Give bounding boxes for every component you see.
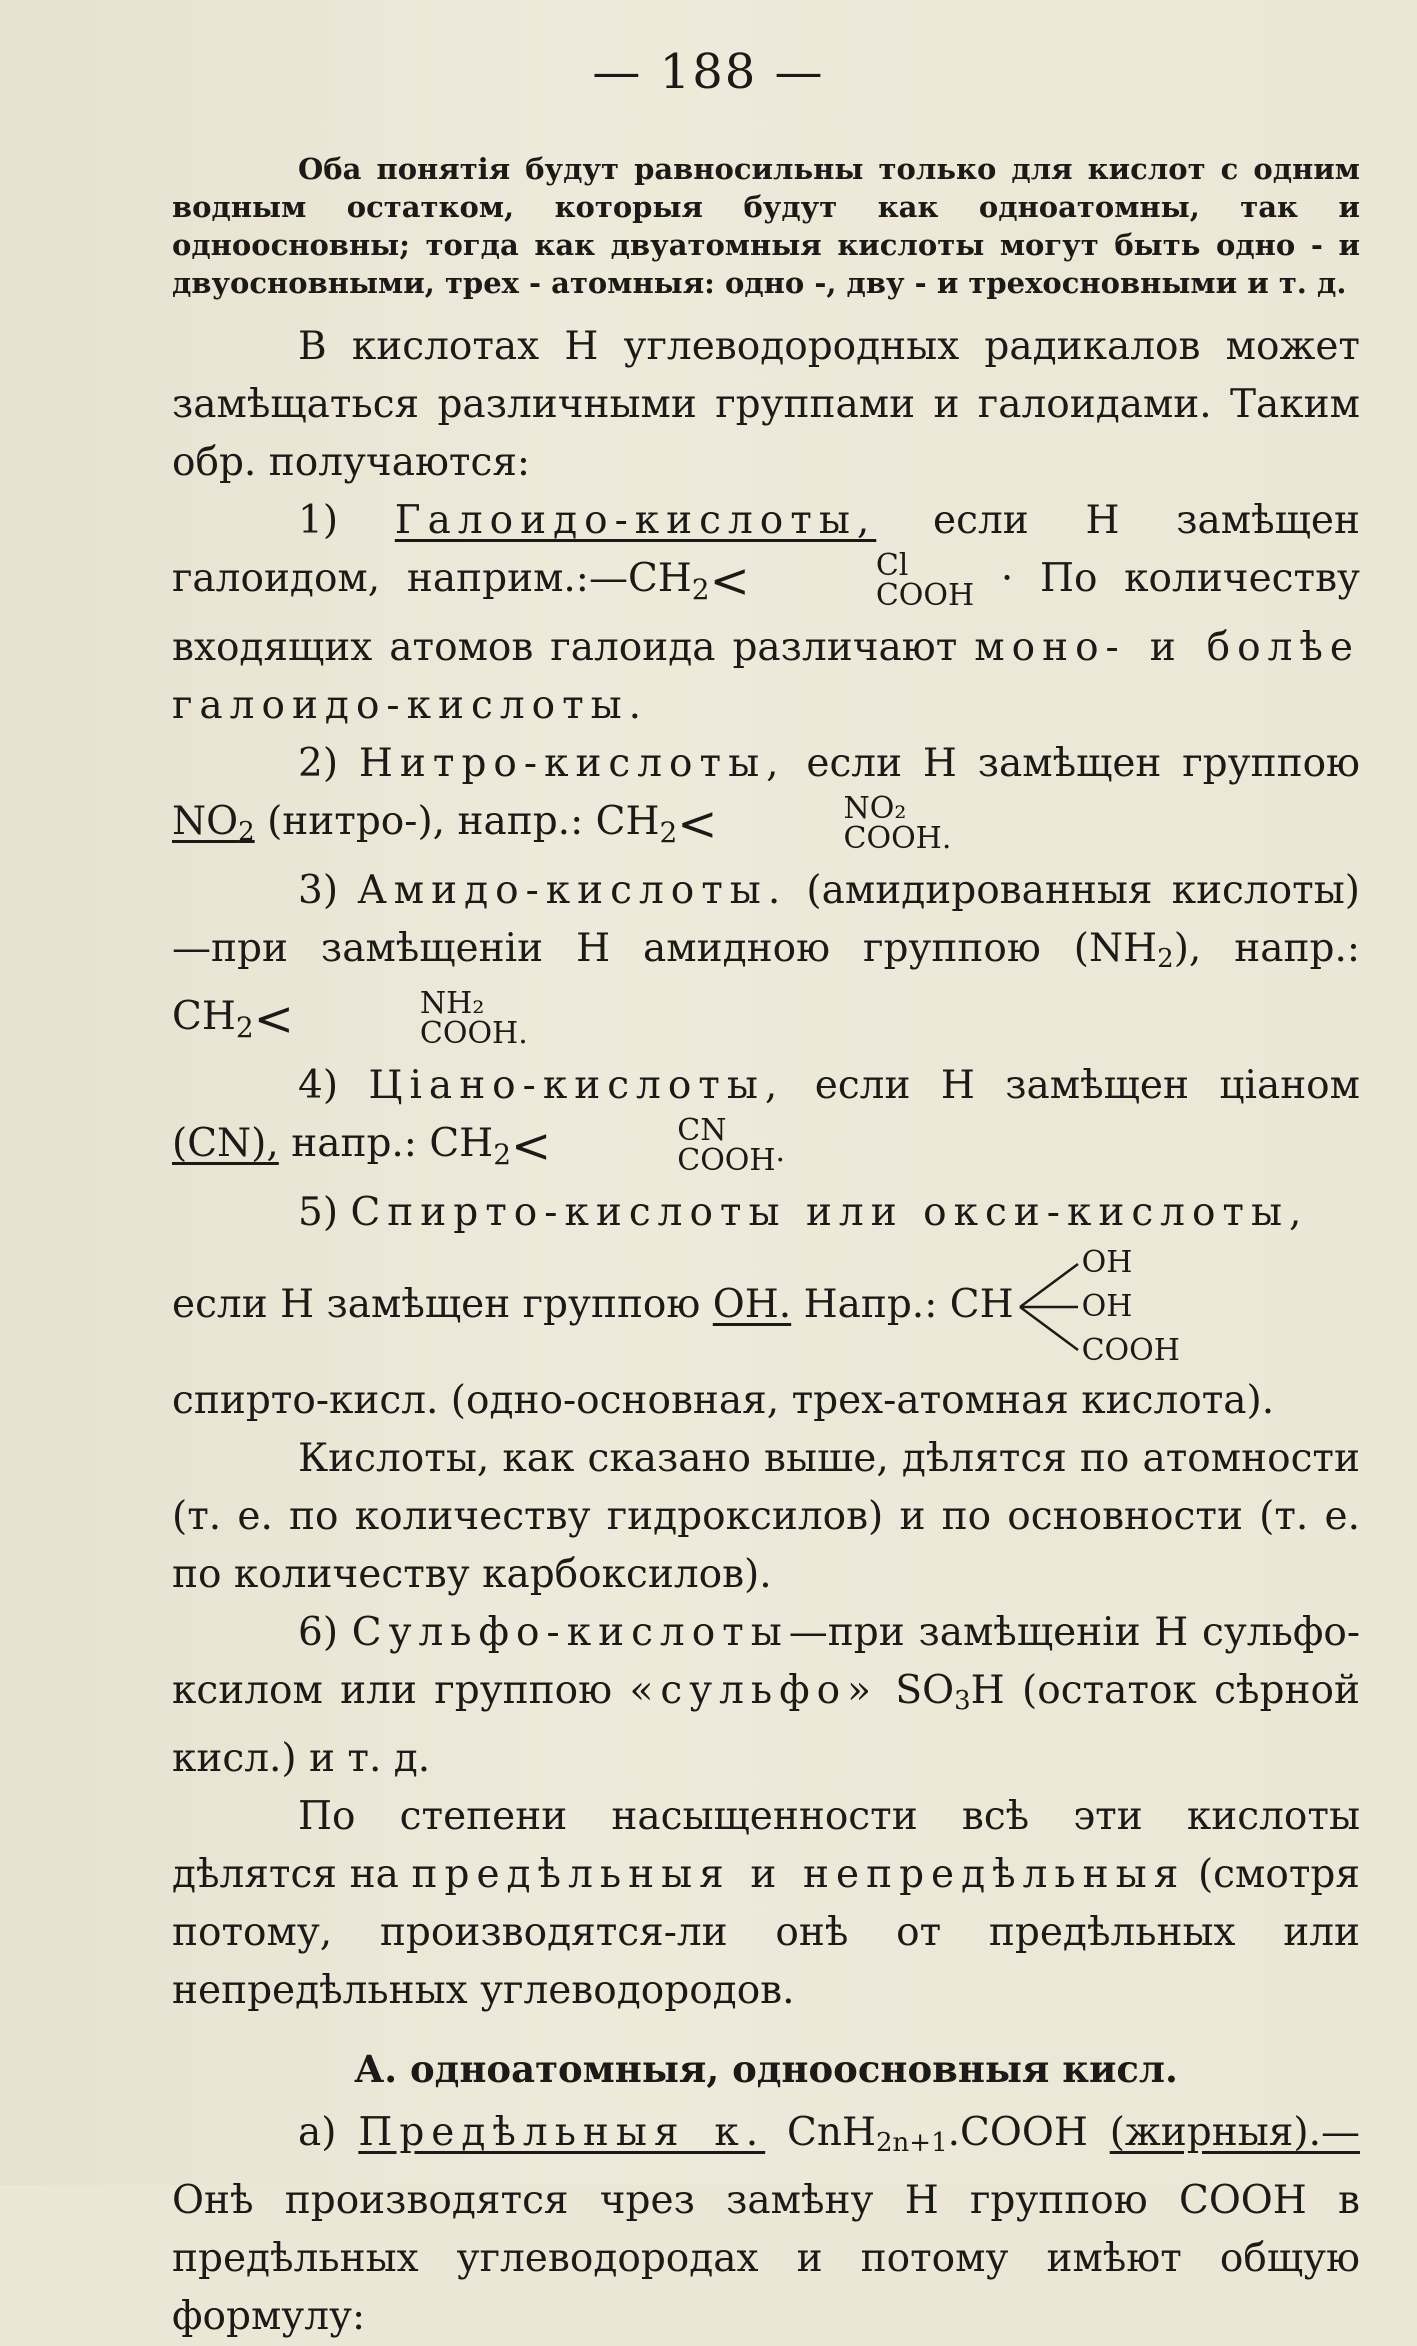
fraction-bottom: COOH: [875, 578, 975, 613]
formula-fraction: [294, 986, 528, 1051]
section-heading: А. одноатомныя, одноосновныя кисл.: [354, 2047, 1178, 2091]
branch-bottom: COOH: [1081, 1333, 1180, 1368]
bracket-symbol: <: [677, 796, 718, 852]
item-text: (нитро-), напр.: CH: [267, 799, 660, 844]
paragraph-saturation: [172, 1788, 1360, 2020]
fraction-top: Cl: [875, 548, 909, 583]
spaced-text: предѣльныя и непредѣльныя: [411, 1852, 1186, 1897]
body-text: [172, 150, 1360, 2346]
so3h-formula: $SO_3H$: [895, 1668, 1005, 1716]
item-text: если Н замѣщен ціаном: [814, 1063, 1361, 1108]
item-number: 5): [298, 1190, 339, 1235]
item-title: Ціано-кислоты,: [368, 1063, 785, 1108]
item-text: Напр.: CH: [803, 1282, 1014, 1327]
bracket-symbol: <: [511, 1118, 552, 1174]
item-text: Онѣ производятся чрез замѣну Н группою COOH в предѣльных углеводородах и потому имѣют общую формулу:: [172, 2178, 1360, 2339]
item-hydroxy-acids: [172, 1184, 1360, 1242]
branch-top: OH: [1081, 1245, 1133, 1280]
hydroxy-note: спирто-кисл. (одно-основная, трех-атомная кислота).: [172, 1378, 1275, 1423]
fraction-top: CN: [677, 1113, 727, 1148]
item-number: 4): [298, 1063, 339, 1108]
item-title: Амидо-кислоты.: [357, 868, 788, 913]
bracket-symbol: <: [709, 553, 750, 609]
bracket-symbol: <: [253, 991, 294, 1047]
item-text: —при замѣщеніи Н сульфо-ксилом или группою: [172, 1610, 1360, 1713]
cn-formula: (CN),: [172, 1121, 279, 1166]
no2-formula: $NO_2$: [172, 799, 255, 847]
item-text: ), напр.: CH: [172, 926, 1361, 1039]
paragraph-substitution: В кислотах Н углеводородных радикалов может замѣщаться различными группами и галоидами. Таким обр. получаются:: [172, 324, 1360, 485]
formula-fraction: [750, 548, 975, 613]
item-text: (остаток сѣрной кисл.) и т. д.: [172, 1668, 1360, 1781]
item-nitro-acids: [172, 735, 1360, 862]
subscript: 2: [493, 1138, 512, 1171]
fraction-top: NO₂: [843, 791, 907, 826]
item-text: если Н замѣщен группою: [806, 741, 1360, 786]
general-formula: CnH$_{2n+1}$.COOH: [787, 2110, 1088, 2158]
item-cyano-acids: [172, 1057, 1360, 1184]
intro-paragraph: Оба понятія будут равносильны только для кислот с одним водным остатком, которыя будут как одноатомны, так и одноосновны; тогда как двуатомныя кислоты могут быть одно - и двуосновными, трех - атомныя: одно -, дву - и трехосновными и т. д.: [172, 152, 1360, 300]
item-sulfo-acids: [172, 1604, 1360, 1788]
item-number: 2): [298, 741, 339, 786]
item-text: (жирныя).—: [1109, 2110, 1361, 2155]
item-text: (смотря потому, производятся-ли онѣ от предѣльных или непредѣльных углеводородов.: [172, 1852, 1360, 2013]
fraction-bottom: COOH.: [843, 821, 952, 856]
item-text: если Н замѣщен галоидом, наприм.:—CH: [172, 498, 1360, 601]
item-title: Галоидо-кислоты,: [394, 498, 877, 543]
item-title: Сульфо-кислоты: [351, 1610, 789, 1655]
item-number: 6): [298, 1610, 339, 1655]
subscript: 2: [691, 573, 710, 606]
fraction-bottom: COOH.: [419, 1016, 528, 1051]
subscript: 2: [659, 816, 678, 849]
item-number: 3): [298, 868, 339, 913]
item-number: а): [298, 2110, 337, 2155]
spaced-text: моно- и болѣе галоидо-кислоты.: [172, 625, 1360, 728]
branch-middle: OH: [1081, 1289, 1133, 1324]
oh-formula: OH.: [712, 1282, 792, 1327]
item-text: (амидированныя кислоты)—при замѣщеніи Н амидною группою (NH: [172, 868, 1360, 971]
spaced-text: «сульфо»: [629, 1668, 878, 1713]
fraction-bottom: COOH·: [677, 1143, 786, 1178]
page-number: — 188 —: [592, 44, 825, 100]
item-title: Спирто-кислоты или окси-кислоты,: [350, 1190, 1309, 1235]
paragraph-classification: Кислоты, как сказано выше, дѣлятся по атомности (т. е. по количеству гидроксилов) и по основности (т. е. по количеству карбоксилов).: [172, 1436, 1360, 1597]
item-title: Нитро-кислоты,: [358, 741, 786, 786]
item-number: 1): [298, 498, 339, 543]
formula-fraction: [718, 791, 952, 856]
item-halogen-acids: [172, 492, 1360, 735]
item-title: Предѣльныя к.: [358, 2110, 766, 2155]
item-text: По степени насыщенности всѣ эти кислоты дѣлятся на: [172, 1794, 1360, 1897]
hydroxy-formula-line: [172, 1242, 1360, 1372]
subscript: 2: [235, 1011, 254, 1044]
item-text: если Н замѣщен группою: [172, 1282, 701, 1327]
paragraph-saturated-acids: [172, 2104, 1360, 2346]
fraction-top: NH₂: [419, 986, 485, 1021]
item-amido-acids: [172, 862, 1360, 1057]
item-text: напр.: CH: [291, 1121, 494, 1166]
branch-formula: [1016, 1242, 1180, 1372]
formula-fraction: [551, 1113, 786, 1178]
subscript: 2: [1157, 944, 1174, 974]
item-text: · По количеству входящих атомов галоида различают: [172, 556, 1360, 670]
